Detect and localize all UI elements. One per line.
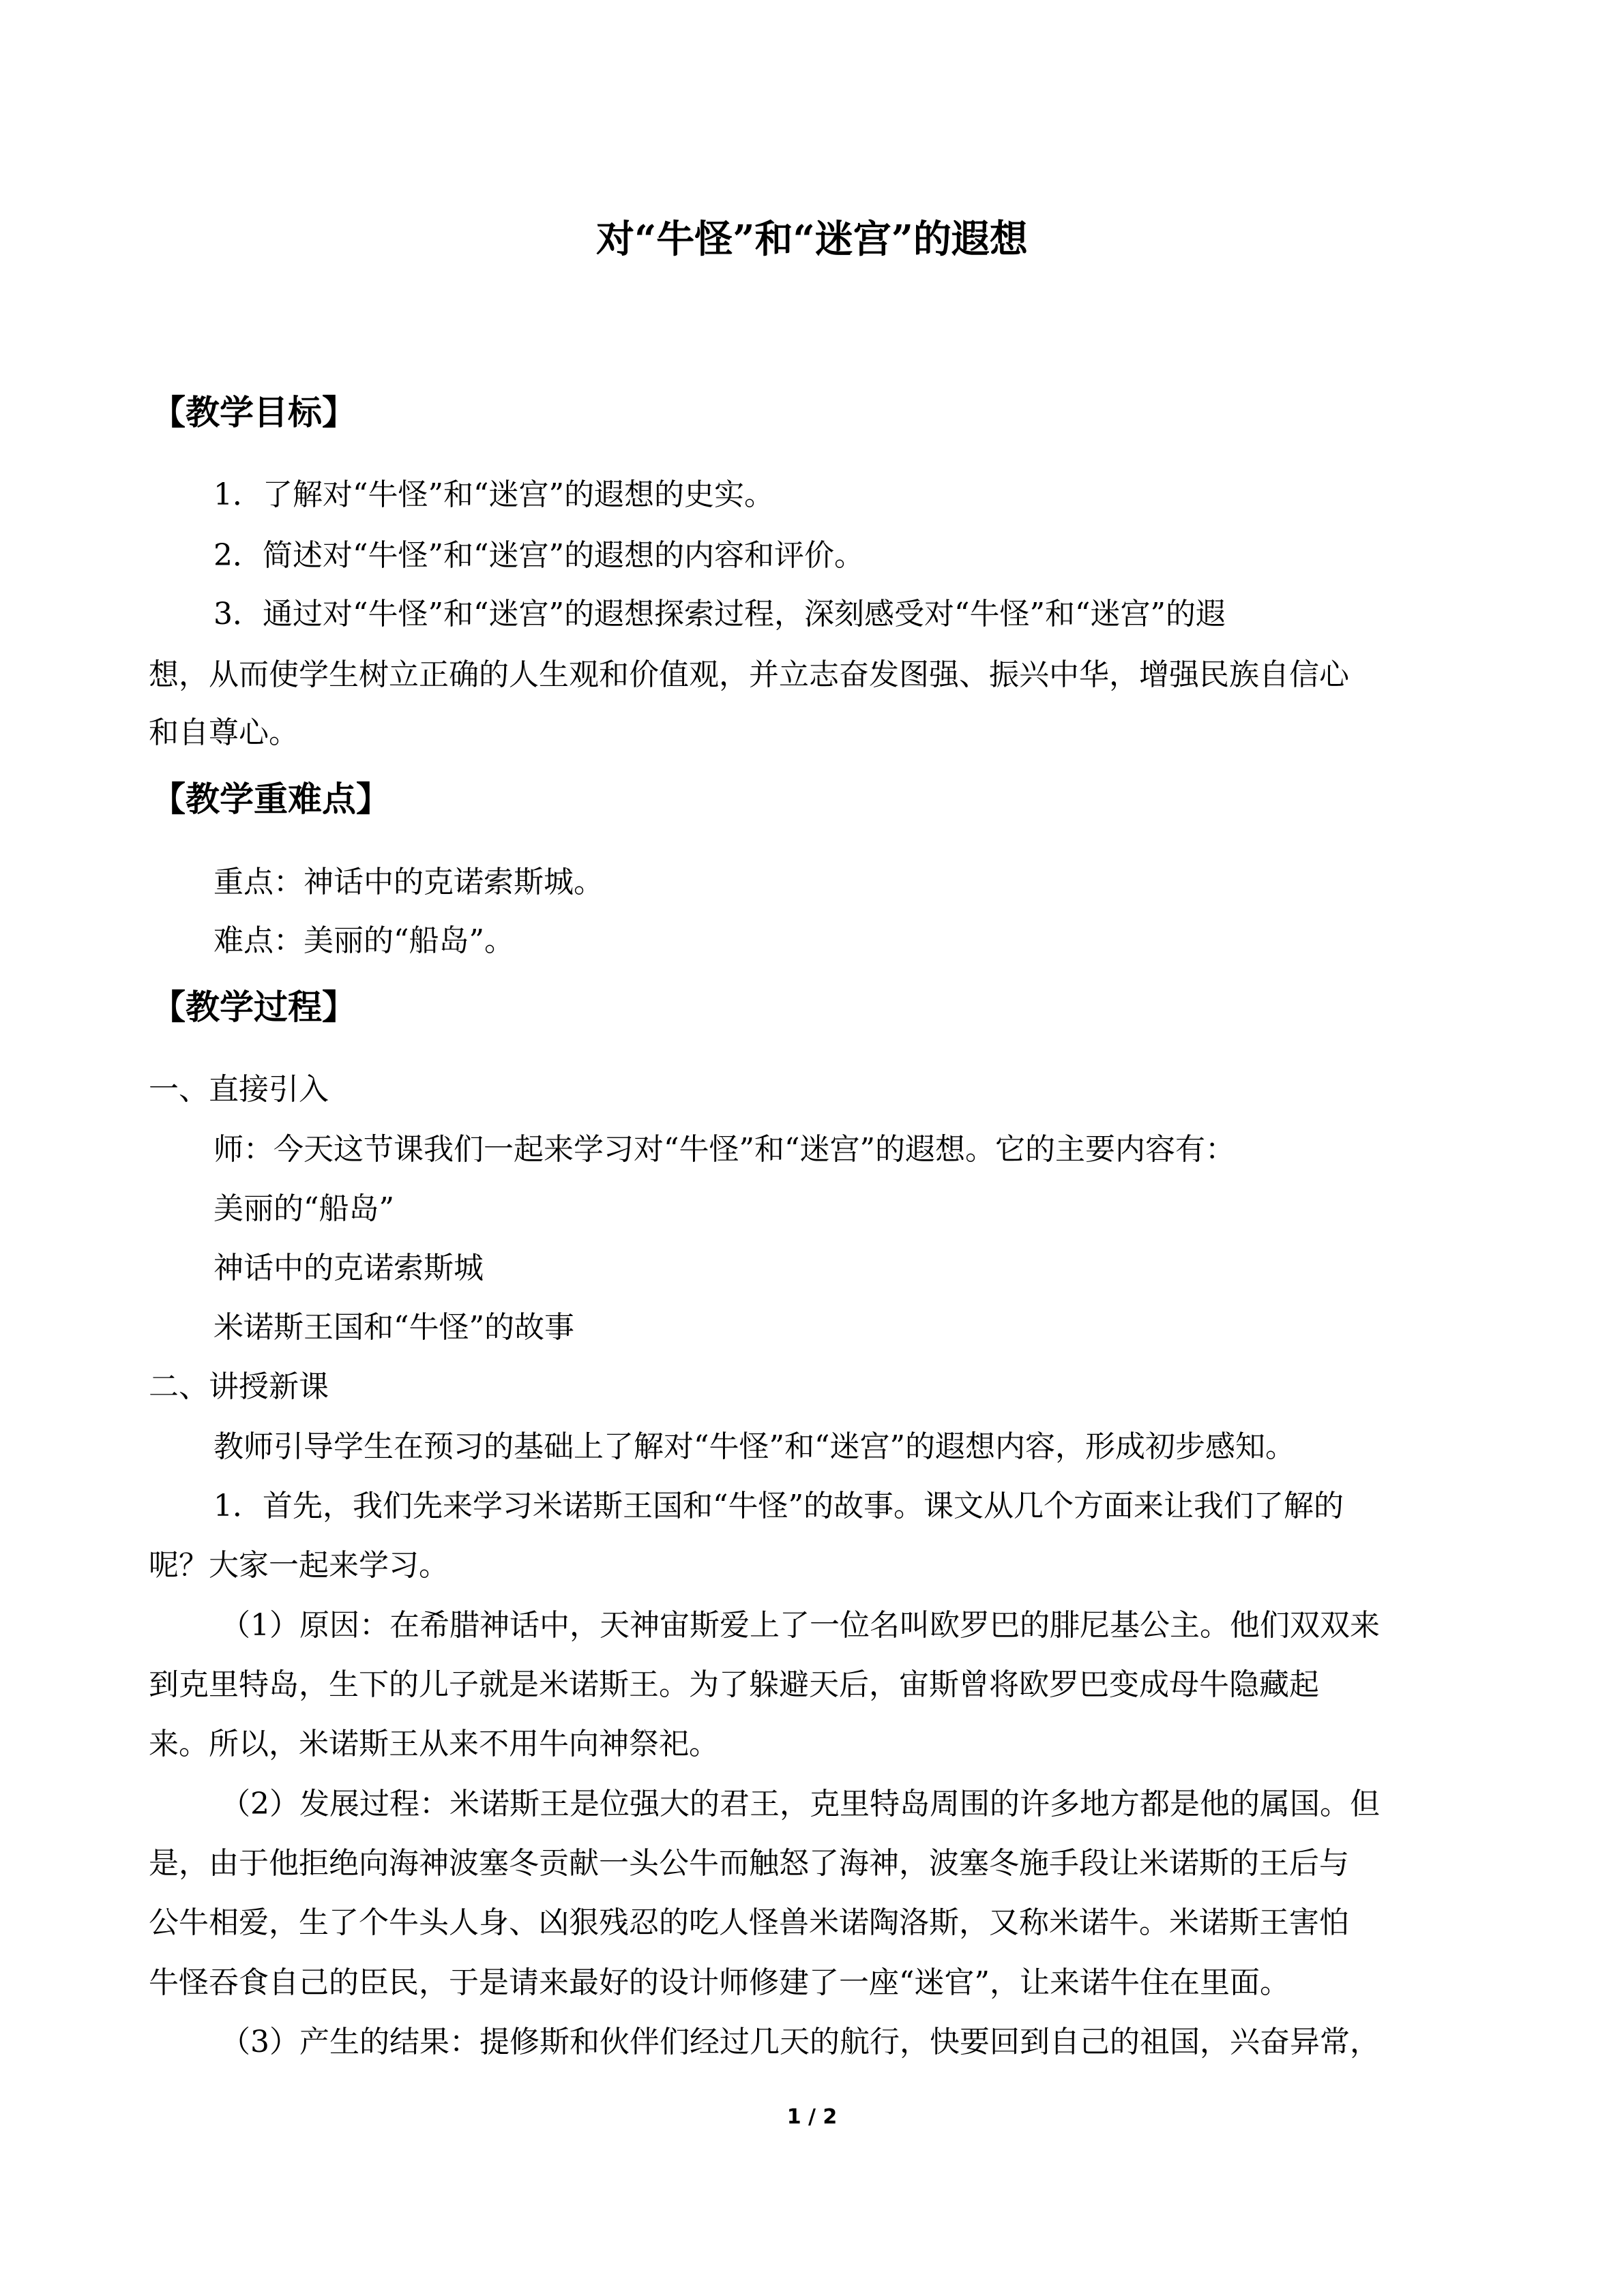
process-line: 神话中的克诺索斯城 <box>213 1251 484 1285</box>
objective-line: 和自尊心。 <box>149 715 299 750</box>
heading-key-points: 【教学重难点】 <box>151 779 390 819</box>
page-number: 1 / 2 <box>786 2105 838 2129</box>
process-line: （2）发展过程：米诺斯王是位强大的君王，克里特岛周围的许多地方都是他的属国。但 <box>220 1787 1380 1821</box>
process-line: 呢？大家一起来学习。 <box>149 1548 449 1583</box>
objective-line: 想，从而使学生树立正确的人生观和价值观，并立志奋发图强、振兴中华，增强民族自信心 <box>149 657 1349 692</box>
process-line: 美丽的“船岛” <box>213 1191 394 1226</box>
process-line: （3）产生的结果：提修斯和伙伴们经过几天的航行，快要回到自己的祖国，兴奋异常， <box>220 2025 1380 2059</box>
process-line: 1．首先，我们先来学习米诺斯王国和“牛怪”的故事。课文从几个方面来让我们了解的 <box>213 1489 1344 1523</box>
objective-line: 2．简述对“牛怪”和“迷宫”的遐想的内容和评价。 <box>213 538 864 573</box>
process-line: 教师引导学生在预习的基础上了解对“牛怪”和“迷宫”的遐想内容，形成初步感知。 <box>213 1429 1295 1464</box>
process-line: 是，由于他拒绝向海神波塞冬贡献一头公牛而触怒了海神，波塞冬施手段让米诺斯的王后与 <box>149 1846 1349 1881</box>
process-line: 来。所以，米诺斯王从来不用牛向神祭祀。 <box>149 1727 719 1761</box>
heading-process: 【教学过程】 <box>151 987 356 1027</box>
process-line: 米诺斯王国和“牛怪”的故事 <box>213 1310 574 1345</box>
heading-objectives: 【教学目标】 <box>151 392 356 432</box>
process-line: 二、讲授新课 <box>149 1369 329 1404</box>
process-line: （1）原因：在希腊神话中，天神宙斯爱上了一位名叫欧罗巴的腓尼基公主。他们双双来 <box>220 1608 1380 1643</box>
process-line: 到克里特岛，生下的儿子就是米诺斯王。为了躲避天后，宙斯曾将欧罗巴变成母牛隐藏起 <box>149 1667 1319 1702</box>
objective-line: 3．通过对“牛怪”和“迷宫”的遐想探索过程，深刻感受对“牛怪”和“迷宫”的遐 <box>213 597 1226 631</box>
document-title: 对“牛怪”和“迷宫”的遐想 <box>596 217 1028 262</box>
objective-line: 1．了解对“牛怪”和“迷宫”的遐想的史实。 <box>213 477 774 512</box>
process-line: 一、直接引入 <box>149 1072 329 1107</box>
key-point-line: 难点：美丽的“船岛”。 <box>213 923 514 958</box>
process-line: 师：今天这节课我们一起来学习对“牛怪”和“迷宫”的遐想。它的主要内容有： <box>213 1132 1235 1167</box>
process-line: 公牛相爱，生了个牛头人身、凶狠残忍的吃人怪兽米诺陶洛斯，又称米诺牛。米诺斯王害怕 <box>149 1905 1349 1940</box>
key-point-line: 重点：神话中的克诺索斯城。 <box>213 865 604 899</box>
process-line: 牛怪吞食自己的臣民，于是请来最好的设计师修建了一座“迷官”，让来诺牛住在里面。 <box>149 1965 1290 2000</box>
